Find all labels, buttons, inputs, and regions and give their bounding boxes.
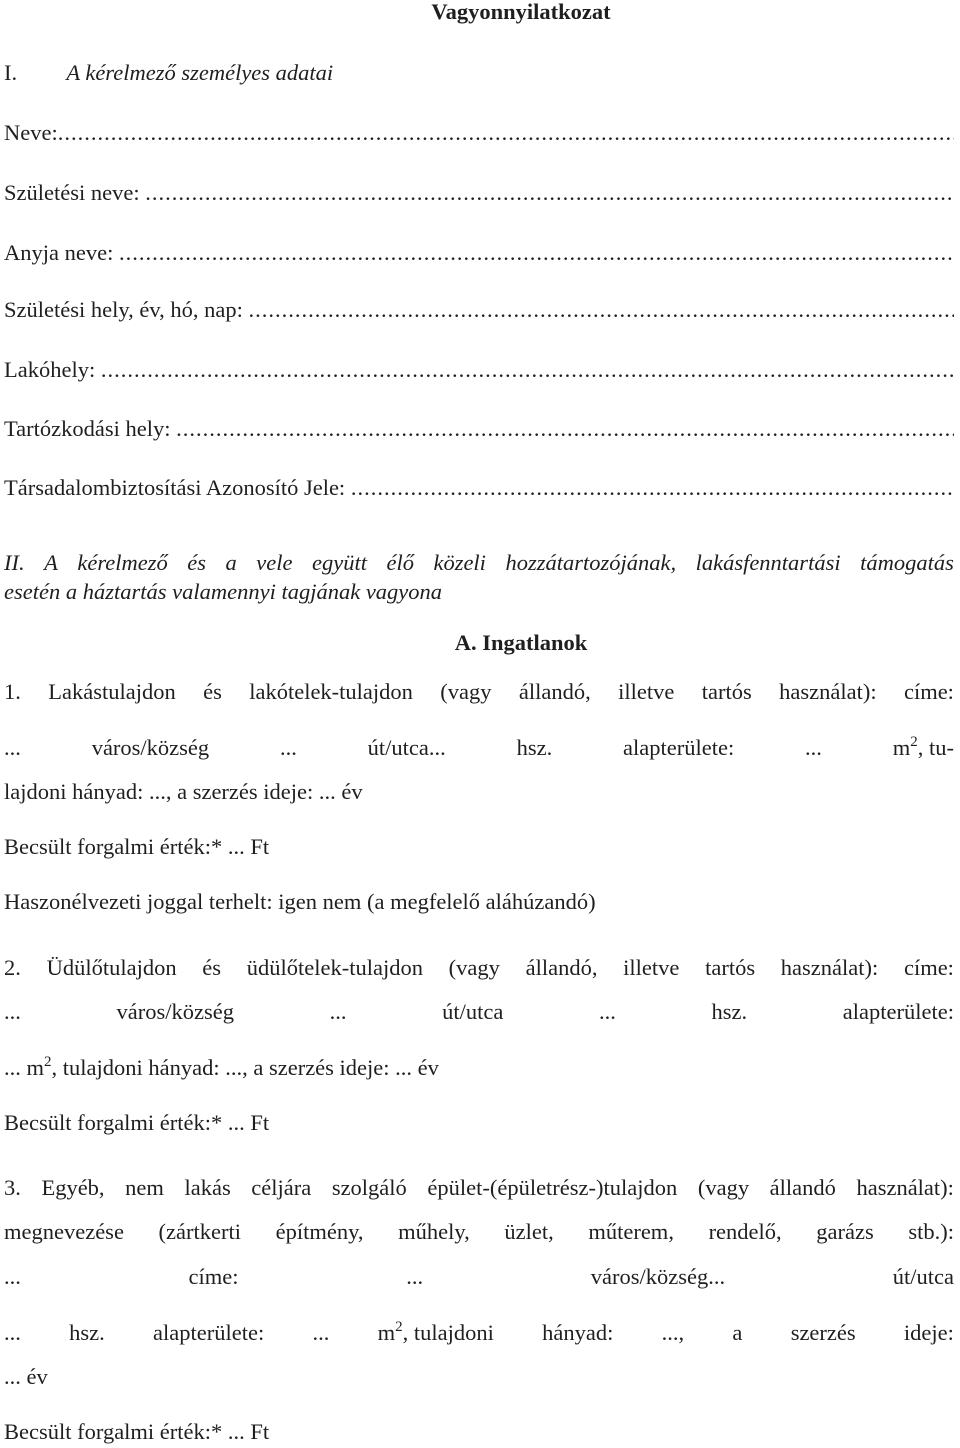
section2-heading-line1: II. A kérelmező és a vele együtt élő közeli hozzátartozójának, lakásfenntartási támogatás [4, 550, 954, 575]
item2-line2[interactable]: ... város/község ... út/utca ... hsz. alapterülete: [4, 999, 954, 1024]
field-name[interactable]: Neve: ..... [4, 118, 954, 148]
item1-estimated-value[interactable]: Becsült forgalmi érték:* ... Ft [4, 834, 270, 859]
item3-estimated-value[interactable]: Becsült forgalmi érték:* ... Ft [4, 1419, 270, 1444]
item3-line4[interactable]: ... hsz. alapterülete: ... $m^2$, tulajdoni hányad: ..., a szerzés ideje: [4, 1319, 954, 1345]
item1-usufruct[interactable]: Haszonélvezeti joggal terhelt: igen nem (a megfelelő aláhúzandó) [4, 889, 596, 914]
item3-line1: 3. Egyéb, nem lakás céljára szolgáló épület-(épületrész-)tulajdon (vagy állandó használat): [4, 1175, 954, 1200]
fill-in-dots [351, 473, 954, 503]
field-taj-number[interactable]: Társadalombiztosítási Azonosító Jele: ..... [4, 473, 954, 503]
item1-line3[interactable]: lajdoni hányad: ..., a szerzés ideje: ... év [4, 779, 363, 804]
item2-line1: 2. Üdülőtulajdon és üdülőtelek-tulajdon (vagy állandó, illetve tartós használat): címe: [4, 955, 954, 980]
fill-in-dots [58, 118, 954, 148]
section1-title: A kérelmező személyes adatai [66, 60, 334, 85]
fill-in-dots [176, 414, 954, 444]
field-birth-name[interactable]: Születési neve: ..... [4, 178, 954, 208]
item2-line3[interactable]: ... $m^2$, tulajdoni hányad: ..., a szerzés ideje: ... év [4, 1054, 439, 1080]
field-temporary-address[interactable]: Tartózkodási hely: ..... [4, 414, 954, 444]
item1-line2[interactable]: ... város/község ... út/utca... hsz. alapterülete: ... $m^2$, tu- [4, 734, 954, 760]
section1-number: I. [4, 60, 18, 85]
item3-line2: megnevezése (zártkerti építmény, műhely, üzlet, műterem, rendelő, garázs stb.): [4, 1219, 954, 1244]
fill-in-dots [249, 295, 954, 325]
item3-line3[interactable]: ... címe: ... város/község... út/utca [4, 1264, 954, 1289]
field-birth-place-date[interactable]: Születési hely, év, hó, nap: ..... [4, 295, 954, 325]
section2-heading-line2: esetén a háztartás valamennyi tagjának vagyona [4, 579, 443, 604]
fill-in-dots [101, 355, 954, 385]
subsection-title: A. Ingatlanok [454, 630, 588, 655]
document-title: Vagyonnyilatkozat [431, 0, 611, 24]
fill-in-dots [119, 238, 954, 268]
fill-in-dots [145, 178, 954, 208]
field-mother-name[interactable]: Anyja neve: ..... [4, 238, 954, 268]
item3-line5[interactable]: ... év [4, 1364, 48, 1389]
item2-estimated-value[interactable]: Becsült forgalmi érték:* ... Ft [4, 1110, 270, 1135]
section1-heading [4, 58, 954, 88]
item1-line1: 1. Lakástulajdon és lakótelek-tulajdon (vagy állandó, illetve tartós használat): címe: [4, 679, 954, 704]
field-residence[interactable]: Lakóhely: ..... [4, 355, 954, 385]
